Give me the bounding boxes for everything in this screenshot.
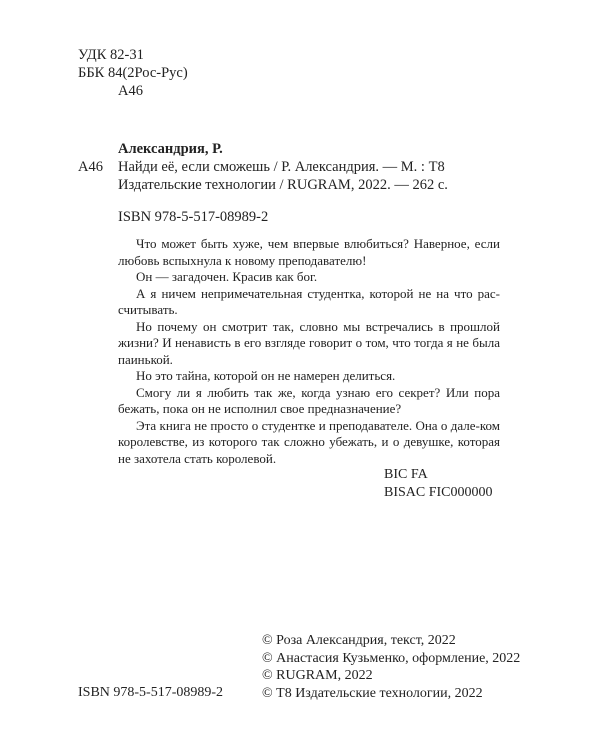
author-mark: А46 [78,159,103,175]
bic-code: BIC FA [384,467,428,482]
copyright-line-design: © Анастасия Кузьменко, оформление, 2022 [262,650,521,666]
bibliographic-description-line-1: Найди её, если сможешь / Р. Александрия. — М. : Т8 [118,159,445,175]
subject-codes [384,466,493,501]
copyright-line-t8: © Т8 Издательские технологии, 2022 [262,685,483,701]
annotation-paragraph-7: Эта книга не просто о студентке и преподавателе. Она о дале-ком королевстве, из которого так сложно убежать, и о девушке, которая не захотела стать королевой. [118,417,500,466]
bbk-code: ББК 84(2Рос-Рус) [78,65,188,81]
footer-isbn: ISBN 978-5-517-08989-2 [78,685,224,700]
annotation-paragraph-3: А я ничем непримечательная студентка, которой не на что рас-считывать. [118,285,500,317]
annotation-paragraph-4: Но почему он смотрит так, словно мы встречались в прошлой жизни? И ненависть в его взгляде говорит о том, что тогда я не была паинькой. [118,318,500,367]
bibliographic-description-line-2: Издательские технологии / RUGRAM, 2022. — 262 с. [118,177,448,193]
author-heading: Александрия, Р. [118,141,223,157]
annotation-paragraph-1: Что может быть хуже, чем впервые влюбиться? Наверное, если любовь вспыхнула к новому преподавателю! [118,236,500,268]
bisac-code: BISAC FIC000000 [384,484,493,500]
annotation-paragraph-5: Но это тайна, которой он не намерен делиться. [136,368,396,383]
annotation-paragraph-2: Он — загадочен. Красив как бог. [136,269,318,284]
copyright-line-rugram: © RUGRAM, 2022 [262,668,373,683]
copyright-line-text: © Роза Александрия, текст, 2022 [262,633,456,648]
udk-code: УДК 82-31 [78,47,144,63]
annotation [118,236,500,467]
isbn-record: ISBN 978-5-517-08989-2 [118,209,269,225]
author-mark-top: А46 [118,83,143,99]
copyright-block [262,632,520,702]
annotation-paragraph-6: Смогу ли я любить так же, когда узнаю его секрет? Или пора бежать, пока он не исполнил свое предназначение? [118,384,500,416]
